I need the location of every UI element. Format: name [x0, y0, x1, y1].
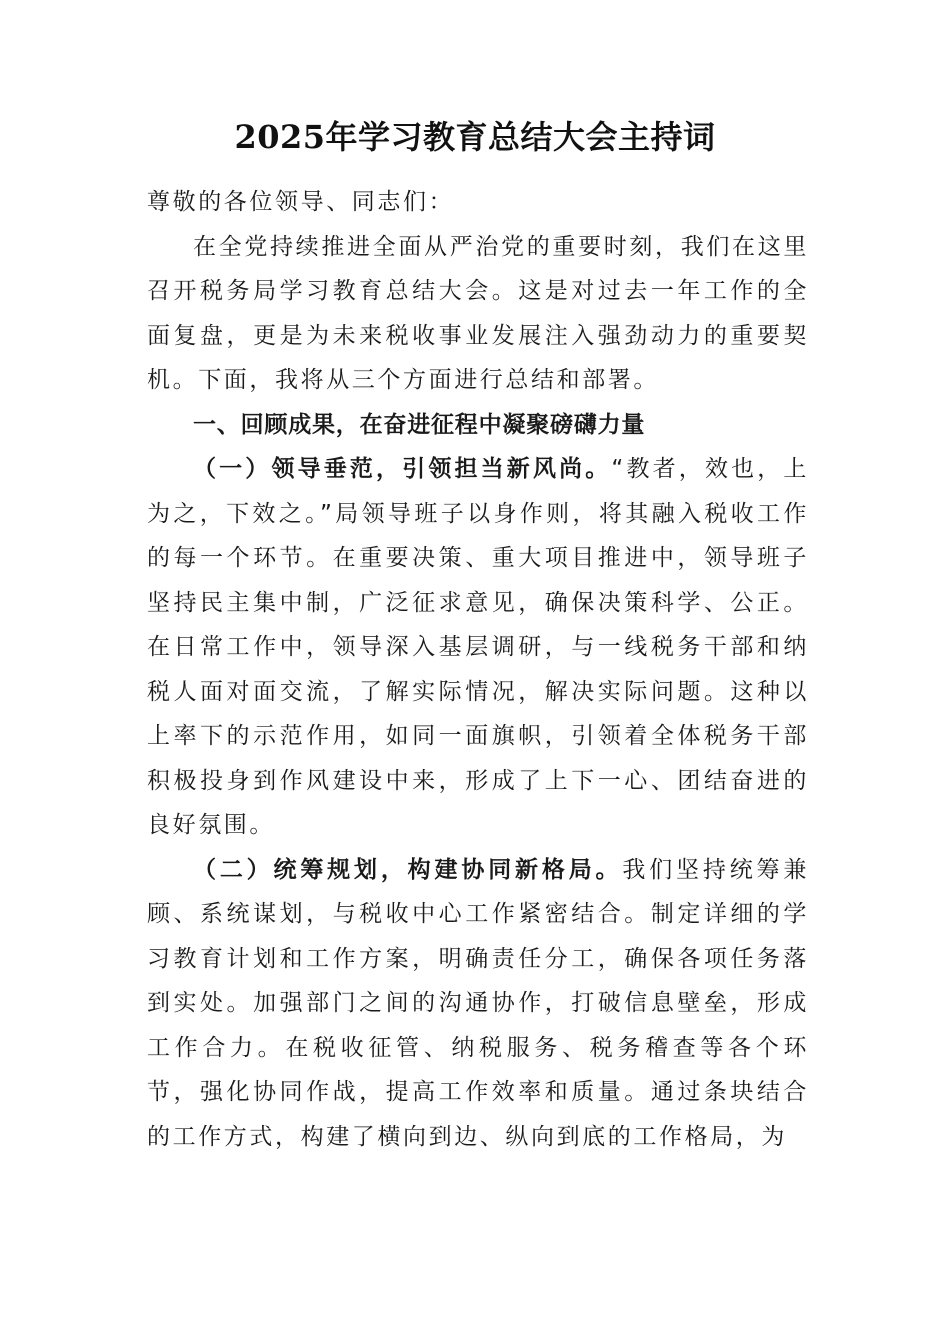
subsection-1-paragraph	[147, 447, 809, 848]
intro-paragraph: 在全党持续推进全面从严治党的重要时刻，我们在这里召开税务局学习教育总结大会。这是对过去一年工作的全面复盘，更是为未来税收事业发展注入强劲动力的重要契机。下面，我将从三个方面进行总结和部署。	[147, 233, 809, 393]
greeting: 尊敬的各位领导、同志们：	[147, 189, 455, 215]
section-heading-1: 一、回顾成果，在奋进征程中凝聚磅礴力量	[193, 411, 646, 438]
document-title: 2025年学习教育总结大会主持词	[234, 118, 716, 156]
subsection-2-body: 我们坚持统筹兼顾、系统谋划，与税收中心工作紧密结合。制定详细的学习教育计划和工作方案，明确责任分工，确保各项任务落到实处。加强部门之间的沟通协作，打破信息壁垒，形成工作合力。在税收征管、纳税服务、税务稽查等各个环节，强化协同作战，提高工作效率和质量。通过条块结合的工作方式，构建了横向到边、纵向到底的工作格局，为	[147, 856, 809, 1150]
subsection-2-paragraph	[147, 848, 809, 1160]
document-body	[147, 180, 809, 1159]
subsection-1-body: “教者，效也，上为之，下效之。”局领导班子以身作则，将其融入税收工作的每一个环节。在重要决策、重大项目推进中，领导班子坚持民主集中制，广泛征求意见，确保决策科学、公正。在日常工作中，领导深入基层调研，与一线税务干部和纳税人面对面交流，了解实际情况，解决实际问题。这种以上率下的示范作用，如同一面旗帜，引领着全体税务干部积极投身到作风建设中来，形成了上下一心、团结奋进的良好氛围。	[147, 456, 809, 838]
subsection-1-lead: （一）领导垂范，引领担当新风尚。	[193, 456, 612, 482]
subsection-2-lead: （二）统筹规划，构建协同新格局。	[193, 856, 623, 883]
